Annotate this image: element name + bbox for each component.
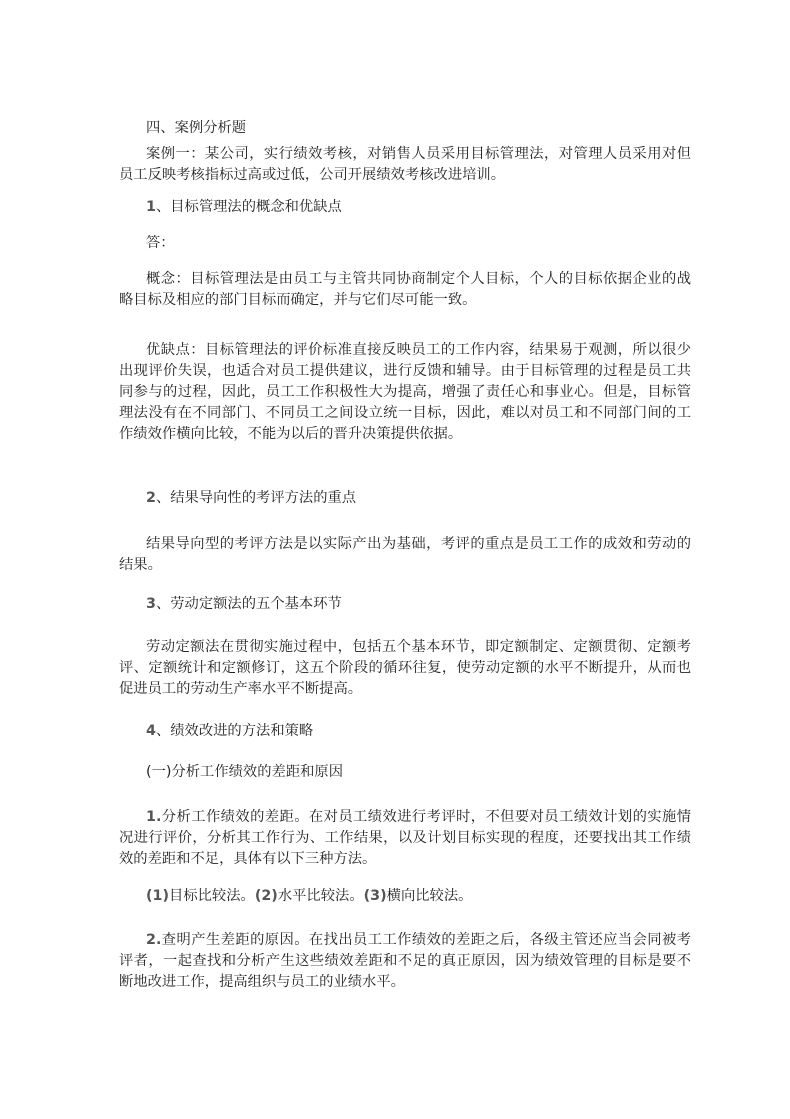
question-number: 3: [146, 596, 156, 612]
question-3-heading: [146, 594, 342, 615]
text-line: 概念：目标管理法是由员工与主管共同协商制定个人目标，个人的目标依据企业的战: [146, 271, 691, 287]
method-number: (2): [254, 888, 278, 904]
question-1-heading: [146, 197, 342, 218]
question-title: 、劳动定额法的五个基本环节: [155, 596, 342, 612]
text-line: [119, 930, 691, 951]
method-text: 目标比较法。: [169, 888, 255, 904]
text: 查明产生差距的原因。在找出员工工作绩效的差距之后，各级主管还应当会同被考: [161, 932, 691, 948]
item-number: 1.: [146, 809, 162, 825]
text-line: 劳动定额法在贯彻实施过程中，包括五个基本环节，即定额制定、定额贯彻、定额考: [146, 639, 691, 655]
text-line: 评、定额统计和定额修订，这五个阶段的循环往复，使劳动定额的水平不断提升，从而也: [119, 660, 691, 676]
text-line: 评者，一起查找和分析产生这些绩效差距和不足的真正原因，因为绩效管理的目标是要不: [119, 953, 691, 969]
text-line: 略目标及相应的部门目标而确定，并与它们尽可能一致。: [119, 292, 477, 308]
question-title: 、目标管理法的概念和优缺点: [155, 199, 342, 215]
text: 分析工作绩效的差距。在对员工绩效进行考评时，不但要对员工绩效计划的实施情: [161, 809, 691, 825]
section-title: 四、案例分析题: [146, 120, 247, 136]
item-1-paragraph: [119, 807, 691, 870]
methods-line: [146, 886, 472, 907]
text-line: [119, 807, 691, 828]
text-line: 结果。: [119, 557, 162, 573]
pros-cons-paragraph: [119, 340, 691, 445]
text-line: 出现评价失误，也适合对员工提供建议，进行反馈和辅导。由于目标管理的过程是员工共: [119, 363, 691, 379]
method-number: (3): [363, 888, 387, 904]
item-number: 2.: [146, 932, 162, 948]
question-number: 2: [146, 490, 156, 506]
results-paragraph: [119, 534, 691, 576]
question-number: 4: [146, 723, 156, 739]
text-line: 效的差距和不足，具体有以下三种方法。: [119, 851, 377, 867]
text-line: 断地改进工作，提高组织与员工的业绩水平。: [119, 974, 405, 990]
case-paragraph: [119, 144, 691, 186]
question-4-heading: [146, 721, 313, 742]
item-2-paragraph: [119, 930, 691, 993]
method-text: 水平比较法。: [277, 888, 364, 904]
method-number: (1): [146, 888, 170, 904]
text-line: 优缺点：目标管理法的评价标准直接反映员工的工作内容，结果易于观测，所以很少: [146, 342, 691, 358]
question-2-heading: [146, 488, 356, 509]
subsection-heading: (一)分析工作绩效的差距和原因: [146, 764, 344, 780]
method-text: 横向比较法。: [386, 888, 473, 904]
question-title: 、绩效改进的方法和策略: [155, 723, 314, 739]
answer-label: 答：: [146, 235, 175, 251]
text-line: 同参与的过程，因此，员工工作积极性大为提高，增强了责任心和事业心。但是，目标管: [119, 384, 691, 400]
question-number: 1: [146, 199, 156, 215]
text-line: 作绩效作横向比较，不能为以后的晋升决策提供依据。: [119, 426, 463, 442]
text-line: 员工反映考核指标过高或过低，公司开展绩效考核改进培训。: [119, 167, 506, 183]
text-line: 结果导向型的考评方法是以实际产出为基础，考评的重点是员工工作的成效和劳动的: [146, 536, 691, 552]
quota-paragraph: [119, 637, 691, 700]
concept-paragraph: [119, 269, 691, 311]
text-line: 况进行评价，分析其工作行为、工作结果，以及计划目标实现的程度，还要找出其工作绩: [119, 830, 691, 846]
text-line: 理法没有在不同部门、不同员工之间设立统一目标，因此，难以对员工和不同部门间的工: [119, 405, 691, 421]
text-line: 案例一：某公司，实行绩效考核，对销售人员采用目标管理法，对管理人员采用对但: [146, 146, 691, 162]
question-title: 、结果导向性的考评方法的重点: [155, 490, 357, 506]
text-line: 促进员工的劳动生产率水平不断提高。: [119, 681, 363, 697]
